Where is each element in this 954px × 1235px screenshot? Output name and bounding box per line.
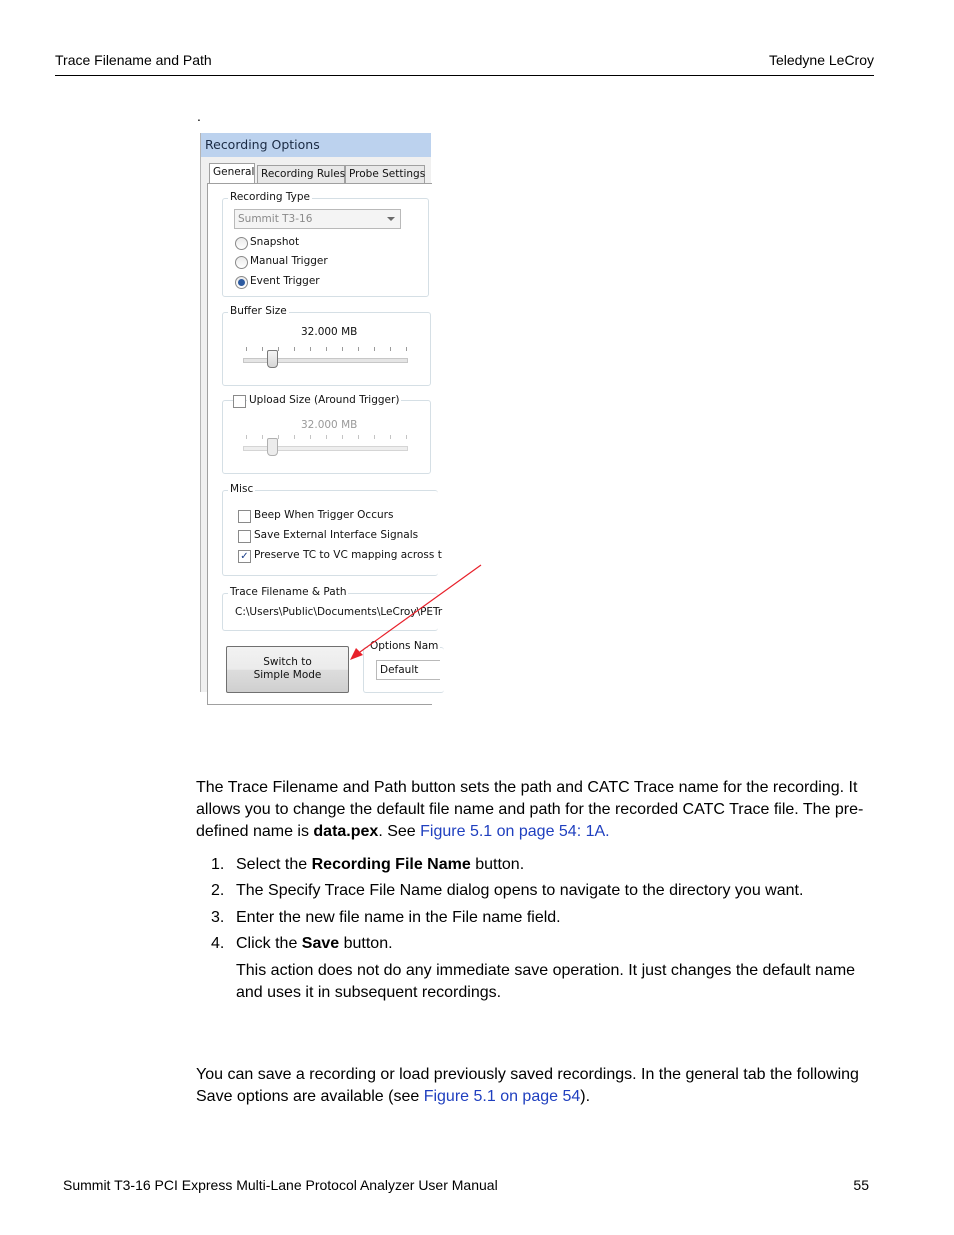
tab-general[interactable]: General: [209, 163, 255, 184]
beep-label: Beep When Trigger Occurs: [254, 509, 394, 521]
switch-button-line2: Simple Mode: [253, 669, 322, 681]
upload-size-label: Upload Size (Around Trigger): [249, 394, 400, 406]
paragraph-trace-filename: [196, 777, 876, 843]
list-item: [211, 933, 393, 955]
list-text: The Specify Trace File Name dialog opens to navigate to the directory you want.: [236, 882, 804, 899]
footer-manual-title: Summit T3-16 PCI Express Multi-Lane Protocol Analyzer User Manual: [63, 1177, 498, 1193]
paragraph-save-options: [196, 1064, 876, 1108]
list-text: Click the: [236, 935, 302, 952]
buffer-size-label: Buffer Size: [230, 305, 287, 317]
running-header-title: Trace Filename and Path: [55, 52, 212, 68]
list-text: Enter the new file name in the File name field.: [236, 909, 561, 926]
options-name-field[interactable]: Default: [376, 660, 440, 680]
tab-probe-settings[interactable]: Probe Settings: [345, 165, 425, 184]
misc-label: Misc: [230, 483, 254, 495]
save-external-signals-label: Save External Interface Signals: [254, 529, 419, 541]
paragraph-text: The Trace Filename and Path button sets the path and CATC Trace name for the recording. It allows you to change the default file name and path for the recorded CATC Trace file. The pre-defined name is: [196, 779, 864, 840]
paragraph-text: ).: [580, 1088, 591, 1105]
list-bold: Save: [301, 935, 340, 952]
manual-trigger-label: Manual Trigger: [250, 255, 328, 267]
list-number: 2.: [211, 882, 225, 899]
list-bold: Recording File Name: [311, 856, 471, 873]
tab-recording-rules[interactable]: Recording Rules: [257, 165, 345, 184]
event-trigger-label: Event Trigger: [250, 275, 320, 287]
figure-link[interactable]: Figure 5.1 on page 54: [423, 1088, 581, 1105]
list-number: 1.: [211, 856, 225, 873]
annotation-arrow-head: [350, 648, 363, 660]
list-text: button.: [339, 935, 393, 952]
paragraph-text: You can save a recording or load previously saved recordings. In the general tab the following Save options are available (see: [196, 1066, 859, 1105]
page-number: 55: [853, 1177, 869, 1193]
preserve-tc-vc-label: Preserve TC to VC mapping across t: [254, 549, 442, 561]
trace-path-label: Trace Filename & Path: [230, 586, 347, 598]
list-number: 4.: [211, 935, 225, 952]
list-text: Select the: [236, 856, 312, 873]
dialog-title: Recording Options: [205, 137, 320, 152]
default-filename: data.pex: [313, 823, 379, 840]
running-header-company: Teledyne LeCroy: [768, 52, 874, 68]
trace-path-button[interactable]: C:\Users\Public\Documents\LeCroy\PETr: [235, 606, 443, 618]
paragraph-text: . See: [378, 823, 421, 840]
upload-size-value: 32.000 MB: [301, 419, 358, 431]
figure-link[interactable]: Figure 5.1 on page 54: 1A.: [420, 823, 610, 840]
buffer-size-value: 32.000 MB: [301, 326, 358, 338]
list-number: 3.: [211, 909, 225, 926]
list-item: [211, 854, 524, 876]
figure-marker: .: [197, 108, 201, 124]
annotation-arrow-line: [360, 565, 481, 652]
options-name-label: Options Nam: [370, 640, 439, 652]
snapshot-label: Snapshot: [250, 236, 300, 248]
list-item: [211, 880, 803, 902]
recording-type-value: Summit T3-16: [238, 213, 313, 225]
switch-button-line1: Switch to: [263, 656, 312, 668]
check-icon: ✓: [240, 551, 249, 562]
list-item: [211, 907, 561, 929]
recording-type-label: Recording Type: [230, 191, 310, 203]
step4-note: This action does not do any immediate save operation. It just changes the default name and uses it in subsequent recordings.: [236, 962, 856, 1001]
list-text: button.: [470, 856, 525, 873]
